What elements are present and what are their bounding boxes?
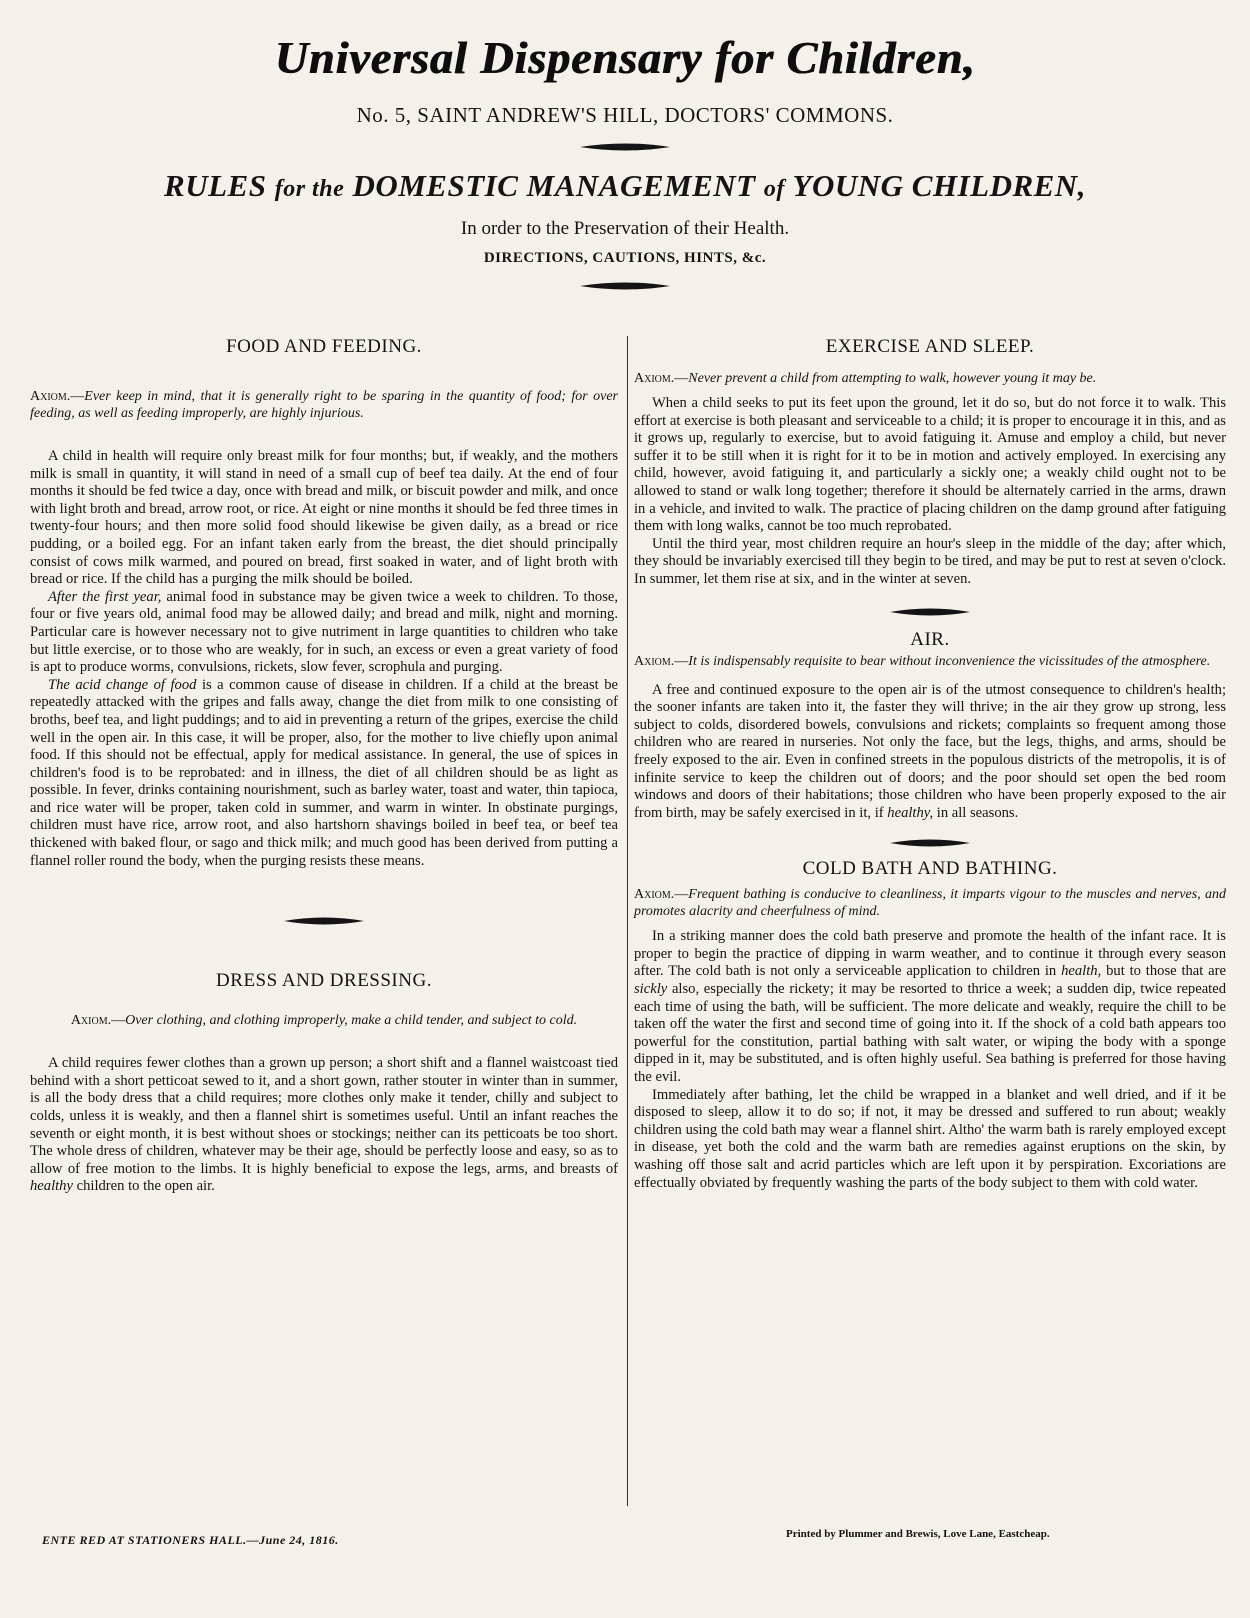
emphasis: sickly [634,981,668,998]
paragraph-lead: The acid change of food [48,676,197,693]
rules-title [0,168,1250,204]
paragraph: Immediately after bathing, let the child be wrapped in a blanket and well dried, and if it be disposed to sleep, allow it to do so; if not, it may be dressed and suffered to run about; weakly children using the cold bath may wear a flannel shirt. Altho' the warm bath is rarely employed except in disease, yet both the cold and the warm bath are remedies against eruptions on the skin, by washing off those salt and acrid particles which are left upon it by perspiration. Excoriations are effectually obviated by frequently washing the parts of the body subject to them with cold water. [634,1086,1226,1191]
axiom [634,886,1226,920]
axiom-label: Axiom.— [70,1013,126,1029]
emphasis: health, [1061,963,1102,980]
paragraph [30,677,618,871]
rules-title-part: for the [274,176,345,203]
paragraph-body: children to the open air. [76,1178,215,1195]
axiom-label: Axiom.— [634,887,689,903]
axiom [30,1012,618,1029]
section-heading: FOOD AND FEEDING. [226,336,422,357]
section-heading: AIR. [910,628,950,650]
paragraph: A child in health will require only breast milk for four months; but, if weakly, and the mothers milk is small in quantity, it will stand in need of a small cup of beef tea daily. At the end of four months it should be fed twice a day, once with bread and milk, or biscuit powder and milk, and once with light broth and bread, arrow root, or rice. At eight or nine months it should be fed three times in twenty-four hours; and then more solid food should likewise be given daily, as a bread or rice pudding, or a boiled egg. For an infant taken early from the breast, the diet should principally consist of cows milk warmed, and poured on bread, first soaked in water, and of light broth with bread or rice. If the child has a purging the milk should be boiled. [30,448,618,588]
paragraph-body: in all seasons. [936,804,1019,821]
ornament-icon [890,607,970,617]
masthead [0,30,1250,295]
paragraph-body: is a common cause of disease in children. If a child at the breast be repeatedly attacked with the gripes and falls away, change the diet from milk to one consisting of broths, beef tea, and light puddings; and to aid in preventing a return of the gripes, exercise the child well in the open air. In this case, it will be proper, also, for the mother to live chiefly upon animal food. If this should not be effectual, apply for medical assistance. In general, the use of spices in children's food is to be reprobated: and in illness, the diet of all children should be as light as possible. In fever, drinks containing nourishment, such as barley water, toast and water, thin tapioca, and rice water will be proper, taken cold in summer, and warm in winter. In obstinate purgings, children must have rice, arrow root, and also hartshorn shavings boiled in beef tea, or beef tea thickened with baked flour, or sago and thick milk; and much good has been derived from putting a flannel roller round the body, when the purging resists these means. [30,676,618,869]
paragraph-body: also, especially the rickety; it may be resorted to thrice a week; a sudden dip, twice repeated each time of using the bath, will be sufficient. The more delicate and weakly, require the chill to be taken off the water the first and second time of going into it. If the shock of a cold bath appears too powerful for the constitution, partial bathing with salt water, or wiping the body with a sponge dipped in it, may be substituted, and is often highly useful. Sea bathing is preferred for those having the evil. [634,981,1226,1086]
axiom-text: It is indispensably requisite to bear without inconvenience the vicissitudes of the atmosphere. [688,653,1211,669]
axiom [30,388,618,422]
ornament-icon [580,281,670,291]
paragraph-body: A free and continued exposure to the open air is of the utmost consequence to children's health; the sooner infants are taken into it, the faster they will thrive; in the air they grow up strong, less subject to colds, disordered bowels, convulsions and rickets; complaints so frequent among those children who are reared in nurseries. Not only the face, but the legs, thighs, and arms, should be freely exposed to the air. Even in confined streets in the populous districts of the metropolis, it is of infinite service to keep the children out of doors; and the poor should set open the bed room windows and doors of their habitations; those children who have been properly exposed to the air from birth, may be safely exercised in it, if [634,681,1226,821]
right-column [634,336,1226,1192]
left-column [30,336,618,1196]
paragraph [634,928,1226,1086]
dress-section [30,970,618,1196]
dispensary-address: No. 5, SAINT ANDREW'S HILL, DOCTORS' COMMONS. [356,103,894,128]
rules-title-part: YOUNG CHILDREN, [792,168,1086,204]
axiom-text: Frequent bathing is conducive to cleanliness, it imparts vigour to the muscles and nerves, and promotes alacrity and cheerfulness of mind. [634,887,1226,920]
rules-title-part: of [763,176,785,203]
axiom-text: Never prevent a child from attempting to walk, however young it may be. [688,371,1097,386]
ornament-icon [580,142,670,152]
ornament-icon [284,916,364,926]
paragraph: Until the third year, most children require an hour's sleep in the middle of the day; after which, they should be invariably exercised till they begin to be tired, and may be put to rest at seven o'clock. In summer, let them rise at six, and in the winter at seven. [634,535,1226,587]
food-section [30,336,618,870]
ornament-icon [890,838,970,848]
entered-notice: ENTE RED AT STATIONERS HALL.—June 24, 1816. [42,1533,339,1547]
axiom [634,370,1226,387]
paragraph [634,682,1226,823]
printer-imprint: Printed by Plummer and Brewis, Love Lane, Eastcheap. [786,1528,1050,1540]
paragraph [30,1055,618,1196]
dispensary-title: Universal Dispensary for Children, [274,32,976,83]
subtitle: In order to the Preservation of their Health. [460,218,790,240]
paragraph-body: In a striking manner does the cold bath preserve and promote the health of the infant race. It is proper to begin the practice of dipping in warm weather, and to continue it through every season after. The cold bath is not only a serviceable application to children in [634,928,1226,980]
paragraph: When a child seeks to put its feet upon the ground, let it do so, but do not force it to walk. This effort at exercise is both pleasant and serviceable to a child; it is proper to encourage it in this, and as it grows up, regularly to exercise, but to avoid fatiguing it. Amuse and employ a child, but never suffer it to be still when it is right for it to be in motion and actively employed. In exercising any child, however, avoid fatiguing it, and particularly a sickly one; a weakly child ought not to be allowed to stand or walk long together; therefore it should be alternately carried in the arms, drawn in a vehicle, and invited to walk. The practice of placing children on the damp ground after fatiguing them with long walks, cannot be too much reprobated. [634,395,1226,535]
paragraph-body: but to those that are [1106,963,1226,980]
axiom-label: Axiom.— [30,389,85,404]
axiom-text: Over clothing, and clothing improperly, make a child tender, and subject to cold. [125,1013,578,1029]
axiom-label: Axiom.— [634,371,689,386]
air-section [634,629,1226,823]
column-divider [627,336,628,1506]
paragraph-body: animal food in substance may be given twice a week to children. To those, four or five years old, animal food may be allowed daily; and bread and milk, night and morning. Particular care is however necessary not to give nutriment in large quantities to children who take but little exercise, or to those who are weakly, for in such, an excess or even a great variety of food is apt to produce worms, convulsions, rickets, slow fever, scrophula and purging. [30,588,618,676]
emphasis: healthy, [887,804,934,821]
paragraph [30,589,618,677]
bath-section [634,858,1226,1192]
section-heading: EXERCISE AND SLEEP. [825,336,1035,357]
rules-title-part: DOMESTIC MANAGEMENT [352,168,756,204]
emphasis: healthy [30,1178,73,1195]
section-heading: COLD BATH AND BATHING. [802,858,1058,880]
axiom-text: Ever keep in mind, that it is generally right to be sparing in the quantity of food; for over feeding, as well as feeding improperly, are highly injurious. [30,389,618,421]
axiom [634,653,1226,670]
paragraph-body: A child requires fewer clothes than a grown up person; a short shift and a flannel waistcoast tied behind with a short petticoat sewed to it, and a short gown, rather stouter in winter than in summer, is all the body dress that a child requires; more clothes only make it tender, chilly and subject to colds, unless it is weakly, and then a flannel shirt is sometimes useful. Until an infant reaches the seventh or eight month, it is best without shoes or stockings; neither can its petticoats be too short. The whole dress of children, whatever may be their age, should be perfectly loose and easy, so as to allow of free motion to the limbs. It is highly beneficial to expose the legs, arms, and breasts of [30,1055,618,1177]
directions-line: DIRECTIONS, CAUTIONS, HINTS, &c. [483,250,767,267]
section-heading: DRESS AND DRESSING. [216,970,432,992]
axiom-label: Axiom.— [634,653,689,669]
paragraph-lead: After the first year, [48,588,162,605]
exercise-section [634,336,1226,589]
rules-title-part: RULES [164,168,267,204]
